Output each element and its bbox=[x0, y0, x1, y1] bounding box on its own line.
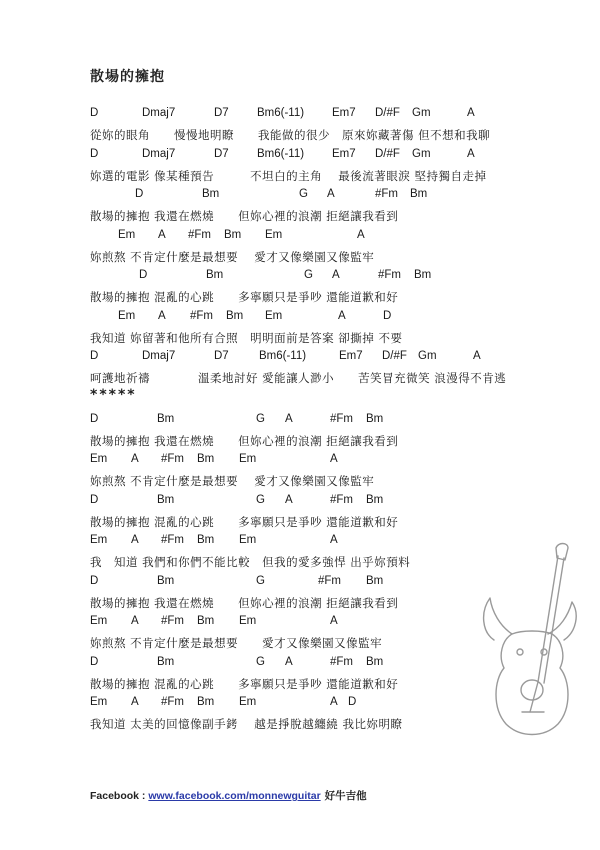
chord: G bbox=[256, 655, 265, 668]
chord: A bbox=[131, 453, 139, 465]
lyric-text: 妳煎熬 不肯定什麼是最想要 愛才又像樂園又像監牢 bbox=[90, 249, 375, 264]
chord: Bm bbox=[197, 615, 215, 627]
chord: #Fm bbox=[190, 309, 213, 322]
chord: Gm bbox=[412, 107, 431, 119]
chord: G bbox=[256, 412, 265, 425]
chord: Em bbox=[90, 615, 108, 627]
chord: D bbox=[90, 350, 99, 362]
chord: A bbox=[131, 696, 139, 708]
chord: Bm bbox=[197, 453, 215, 465]
chord: Em bbox=[239, 615, 257, 627]
bull-guitar-icon bbox=[472, 540, 587, 760]
lyric-text: 我知道 妳留著和他所有合照 明明面前是答案 卻撕掉 不要 bbox=[90, 330, 403, 345]
chord: D bbox=[90, 655, 99, 668]
lyric-text: 我 知道 我們和你們不能比較 但我的愛多強悍 出乎妳預料 bbox=[90, 555, 411, 569]
lyric-text: 散場的擁抱 混亂的心跳 多寧願只是爭吵 還能道歉和好 bbox=[90, 676, 399, 691]
chord: D7 bbox=[214, 147, 229, 160]
lyric-text: 妳煎熬 不肯定什麼是最想要 愛才又像樂園又像監牢 bbox=[90, 474, 375, 488]
chord: Bm bbox=[157, 655, 175, 668]
chord: Bm6(-11) bbox=[257, 107, 305, 119]
chord: Bm bbox=[197, 696, 215, 708]
chord: #Fm bbox=[318, 574, 341, 587]
chord: D7 bbox=[214, 107, 229, 119]
chord: Bm bbox=[366, 574, 384, 587]
chord: Bm bbox=[206, 269, 224, 281]
chord: A bbox=[467, 107, 475, 119]
lyric-text: 散場的擁抱 我還在燃燒 但妳心裡的浪潮 拒絕讓我看到 bbox=[90, 433, 399, 448]
chord: D bbox=[90, 493, 99, 506]
chord: G bbox=[304, 269, 313, 281]
chord: Bm bbox=[410, 188, 428, 200]
chord: A bbox=[338, 309, 346, 322]
lyric-text: 妳選的電影 像某種預告 不坦白的主角 最後流著眼淚 堅持獨自走掉 bbox=[90, 168, 487, 183]
chord: D/#F bbox=[375, 147, 400, 160]
chord: Em bbox=[239, 453, 257, 465]
chord: D bbox=[90, 147, 99, 160]
facebook-link[interactable]: www.facebook.com/monnewguitar bbox=[148, 790, 321, 802]
chord: Bm bbox=[414, 269, 432, 281]
chord: Bm bbox=[366, 655, 384, 668]
section-separator: ***** bbox=[90, 386, 137, 403]
footer bbox=[90, 788, 367, 803]
chord: Gm bbox=[418, 350, 437, 362]
chord: Em bbox=[118, 228, 136, 241]
chord: A bbox=[473, 350, 481, 362]
chord: D bbox=[383, 309, 392, 322]
chord: Em7 bbox=[332, 107, 356, 119]
chord: A bbox=[330, 696, 338, 708]
chord: D bbox=[90, 574, 99, 587]
chord: A bbox=[158, 228, 166, 241]
chord: #Fm bbox=[378, 269, 401, 281]
chord: Em bbox=[265, 309, 283, 322]
lyric-text: 從妳的眼角 慢慢地明瞭 我能做的很少 原來妳藏著傷 但不想和我聊 bbox=[90, 128, 491, 142]
chord: Dmaj7 bbox=[142, 147, 176, 160]
chord: Bm bbox=[157, 412, 175, 425]
chord: A bbox=[285, 493, 293, 506]
chord: Em bbox=[90, 696, 108, 708]
lyric-text: 妳煎熬 不肯定什麼是最想要 愛才又像樂園又像監牢 bbox=[90, 636, 383, 650]
chord: Gm bbox=[412, 147, 431, 160]
chord: Em bbox=[90, 453, 108, 465]
chord: A bbox=[131, 534, 139, 546]
chord: D/#F bbox=[382, 350, 407, 362]
chord: A bbox=[357, 228, 365, 241]
lyric-text: 散場的擁抱 混亂的心跳 多寧願只是爭吵 還能道歉和好 bbox=[90, 290, 399, 304]
chord: Bm bbox=[197, 534, 215, 546]
chord: Bm bbox=[224, 228, 242, 241]
chord: D/#F bbox=[375, 107, 400, 119]
chord: A bbox=[285, 412, 293, 425]
chord: G bbox=[299, 188, 308, 200]
chord: #Fm bbox=[330, 493, 353, 506]
chord: G bbox=[256, 574, 265, 587]
footer-label: Facebook : bbox=[90, 790, 149, 802]
chord: A bbox=[332, 269, 340, 281]
chord: A bbox=[327, 188, 335, 200]
chord: Bm bbox=[202, 188, 220, 200]
chord: D bbox=[135, 188, 144, 200]
chord: Dmaj7 bbox=[142, 107, 176, 119]
lyric-text: 呵護地祈禱 溫柔地討好 愛能讓人渺小 苦笑冒充微笑 浪漫得不肯逃 bbox=[90, 371, 507, 385]
chord: Em bbox=[239, 534, 257, 546]
lyric-text: 我知道 太美的回憶像副手銬 越是掙脫越纏繞 我比妳明瞭 bbox=[90, 717, 403, 731]
song-title: 散場的擁抱 bbox=[90, 69, 165, 85]
lyric-text: 散場的擁抱 我還在燃燒 但妳心裡的浪潮 拒絕讓我看到 bbox=[90, 209, 399, 223]
chord: A bbox=[158, 309, 166, 322]
chord: #Fm bbox=[330, 655, 353, 668]
brand-name: 好牛吉他 bbox=[324, 790, 367, 802]
chord: Bm bbox=[157, 574, 175, 587]
chord: #Fm bbox=[161, 615, 184, 627]
chord: Bm6(-11) bbox=[259, 350, 307, 362]
chord: Em7 bbox=[332, 147, 356, 160]
chord: A bbox=[330, 534, 338, 546]
chord: A bbox=[330, 453, 338, 465]
chord: D bbox=[90, 412, 99, 425]
chord: Bm bbox=[366, 412, 384, 425]
chord: Bm bbox=[226, 309, 244, 322]
chord: Bm bbox=[157, 493, 175, 506]
chord: D bbox=[139, 269, 148, 281]
chord: A bbox=[285, 655, 293, 668]
chord: #Fm bbox=[375, 188, 398, 200]
chord: A bbox=[131, 615, 139, 627]
lyric-text: 散場的擁抱 混亂的心跳 多寧願只是爭吵 還能道歉和好 bbox=[90, 514, 399, 529]
chord: #Fm bbox=[330, 412, 353, 425]
chord: G bbox=[256, 493, 265, 506]
chord: D bbox=[348, 696, 357, 708]
chord: D bbox=[90, 107, 99, 119]
chord: #Fm bbox=[161, 453, 184, 465]
chord: Em bbox=[90, 534, 108, 546]
chord: Em bbox=[118, 309, 136, 322]
chord: Dmaj7 bbox=[142, 350, 176, 362]
chord: Bm6(-11) bbox=[257, 147, 305, 160]
chord: #Fm bbox=[188, 228, 211, 241]
chord: Em bbox=[265, 228, 283, 241]
chord: A bbox=[467, 147, 475, 160]
chord: #Fm bbox=[161, 696, 184, 708]
chord: D7 bbox=[214, 350, 229, 362]
chord: Em7 bbox=[339, 350, 363, 362]
chord: #Fm bbox=[161, 534, 184, 546]
chord: A bbox=[330, 615, 338, 627]
chord: Em bbox=[239, 696, 257, 708]
lyric-text: 散場的擁抱 我還在燃燒 但妳心裡的浪潮 拒絕讓我看到 bbox=[90, 595, 399, 610]
chord: Bm bbox=[366, 493, 384, 506]
